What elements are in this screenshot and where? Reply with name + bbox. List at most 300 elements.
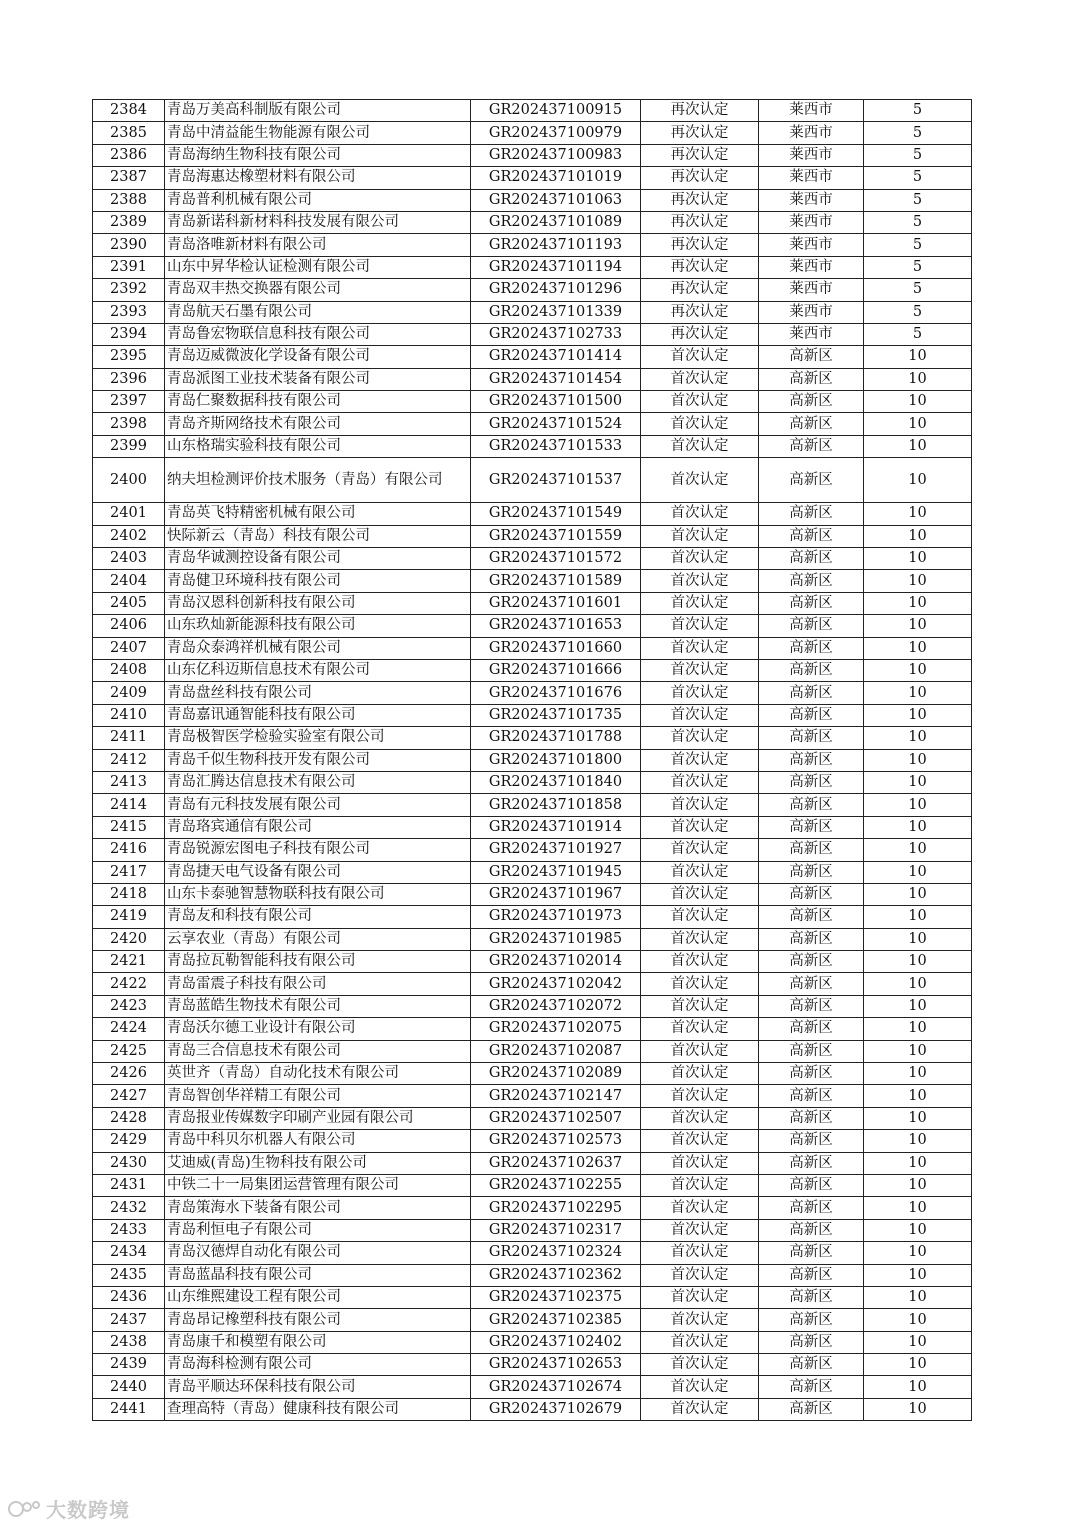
company-name-cell: 青岛新诺科新材料科技发展有限公司 [165, 211, 471, 233]
table-row [93, 368, 972, 390]
company-name-cell: 山东中昇华检认证检测有限公司 [165, 256, 471, 278]
company-name-cell: 云享农业（青岛）有限公司 [165, 928, 471, 950]
certification-type-cell: 首次认定 [641, 1398, 759, 1420]
certification-type-cell: 首次认定 [641, 1040, 759, 1062]
district-cell: 高新区 [759, 592, 864, 614]
district-cell: 高新区 [759, 928, 864, 950]
table-row [93, 525, 972, 547]
district-cell: 莱西市 [759, 301, 864, 323]
company-name-cell: 青岛万美高科制版有限公司 [165, 100, 471, 122]
company-name-cell: 青岛策海水下装备有限公司 [165, 1197, 471, 1219]
district-cell: 莱西市 [759, 279, 864, 301]
score-cell: 5 [864, 323, 972, 345]
table-row [93, 839, 972, 861]
certificate-number-cell: GR202437102324 [471, 1242, 641, 1264]
district-cell: 莱西市 [759, 122, 864, 144]
district-cell: 莱西市 [759, 323, 864, 345]
company-name-cell: 青岛嘉讯通智能科技有限公司 [165, 704, 471, 726]
row-number-cell: 2436 [93, 1286, 165, 1308]
company-name-cell: 青岛锐源宏图电子科技有限公司 [165, 839, 471, 861]
certificate-number-cell: GR202437101973 [471, 906, 641, 928]
district-cell: 高新区 [759, 637, 864, 659]
table-row [93, 749, 972, 771]
certificate-number-cell: GR202437102042 [471, 973, 641, 995]
certification-type-cell: 首次认定 [641, 771, 759, 793]
district-cell: 高新区 [759, 727, 864, 749]
row-number-cell: 2401 [93, 503, 165, 525]
certification-type-cell: 首次认定 [641, 749, 759, 771]
certificate-number-cell: GR202437101533 [471, 435, 641, 457]
district-cell: 高新区 [759, 1040, 864, 1062]
score-cell: 10 [864, 1309, 972, 1331]
district-cell: 高新区 [759, 861, 864, 883]
score-cell: 5 [864, 234, 972, 256]
score-cell: 10 [864, 816, 972, 838]
district-cell: 高新区 [759, 839, 864, 861]
certification-type-cell: 首次认定 [641, 1219, 759, 1241]
certificate-number-cell: GR202437101589 [471, 570, 641, 592]
company-name-cell: 青岛仁聚数据科技有限公司 [165, 391, 471, 413]
certification-type-cell: 首次认定 [641, 1354, 759, 1376]
company-name-cell: 青岛珞宾通信有限公司 [165, 816, 471, 838]
district-cell: 高新区 [759, 1242, 864, 1264]
table-row [93, 1242, 972, 1264]
company-name-cell: 青岛众泰鸿祥机械有限公司 [165, 637, 471, 659]
table-row [93, 323, 972, 345]
certification-type-cell: 首次认定 [641, 1085, 759, 1107]
company-name-cell: 青岛双丰热交换器有限公司 [165, 279, 471, 301]
table-row [93, 1063, 972, 1085]
company-table [92, 99, 972, 1421]
row-number-cell: 2427 [93, 1085, 165, 1107]
table-row [93, 1398, 972, 1420]
table-row [93, 615, 972, 637]
district-cell: 莱西市 [759, 256, 864, 278]
district-cell: 高新区 [759, 1264, 864, 1286]
district-cell: 高新区 [759, 570, 864, 592]
row-number-cell: 2437 [93, 1309, 165, 1331]
certification-type-cell: 首次认定 [641, 592, 759, 614]
score-cell: 10 [864, 906, 972, 928]
row-number-cell: 2413 [93, 771, 165, 793]
certificate-number-cell: GR202437102255 [471, 1174, 641, 1196]
row-number-cell: 2399 [93, 435, 165, 457]
score-cell: 10 [864, 1152, 972, 1174]
table-row [93, 234, 972, 256]
certificate-number-cell: GR202437102295 [471, 1197, 641, 1219]
company-name-cell: 山东格瑞实验科技有限公司 [165, 435, 471, 457]
row-number-cell: 2410 [93, 704, 165, 726]
certificate-number-cell: GR202437101549 [471, 503, 641, 525]
certificate-number-cell: GR202437102014 [471, 951, 641, 973]
score-cell: 10 [864, 995, 972, 1017]
certification-type-cell: 首次认定 [641, 794, 759, 816]
certification-type-cell: 首次认定 [641, 1018, 759, 1040]
certificate-number-cell: GR202437101985 [471, 928, 641, 950]
row-number-cell: 2428 [93, 1107, 165, 1129]
district-cell: 高新区 [759, 951, 864, 973]
row-number-cell: 2440 [93, 1376, 165, 1398]
row-number-cell: 2430 [93, 1152, 165, 1174]
table-row [93, 435, 972, 457]
table-row [93, 727, 972, 749]
certificate-number-cell: GR202437102087 [471, 1040, 641, 1062]
certificate-number-cell: GR202437101927 [471, 839, 641, 861]
certification-type-cell: 首次认定 [641, 906, 759, 928]
certificate-number-cell: GR202437102679 [471, 1398, 641, 1420]
certification-type-cell: 首次认定 [641, 1309, 759, 1331]
row-number-cell: 2393 [93, 301, 165, 323]
row-number-cell: 2405 [93, 592, 165, 614]
score-cell: 10 [864, 1354, 972, 1376]
certification-type-cell: 首次认定 [641, 816, 759, 838]
certificate-number-cell: GR202437100983 [471, 144, 641, 166]
certificate-number-cell: GR202437101840 [471, 771, 641, 793]
company-name-cell: 青岛报业传媒数字印刷产业园有限公司 [165, 1107, 471, 1129]
row-number-cell: 2384 [93, 100, 165, 122]
table-row [93, 1264, 972, 1286]
certificate-number-cell: GR202437102075 [471, 1018, 641, 1040]
company-name-cell: 山东维熙建设工程有限公司 [165, 1286, 471, 1308]
score-cell: 10 [864, 1040, 972, 1062]
table-row [93, 1040, 972, 1062]
certificate-number-cell: GR202437102733 [471, 323, 641, 345]
certification-type-cell: 首次认定 [641, 861, 759, 883]
row-number-cell: 2392 [93, 279, 165, 301]
certificate-number-cell: GR202437102317 [471, 1219, 641, 1241]
certification-type-cell: 首次认定 [641, 637, 759, 659]
company-name-cell: 青岛海纳生物科技有限公司 [165, 144, 471, 166]
district-cell: 高新区 [759, 973, 864, 995]
table-row [93, 771, 972, 793]
district-cell: 高新区 [759, 1174, 864, 1196]
company-name-cell: 青岛极智医学检验实验室有限公司 [165, 727, 471, 749]
row-number-cell: 2419 [93, 906, 165, 928]
score-cell: 10 [864, 592, 972, 614]
district-cell: 高新区 [759, 771, 864, 793]
certificate-number-cell: GR202437101019 [471, 167, 641, 189]
company-name-cell: 青岛海惠达橡塑材料有限公司 [165, 167, 471, 189]
score-cell: 10 [864, 1331, 972, 1353]
table-body [93, 100, 972, 1421]
certificate-number-cell: GR202437102375 [471, 1286, 641, 1308]
district-cell: 莱西市 [759, 234, 864, 256]
table-row [93, 816, 972, 838]
certificate-number-cell: GR202437101601 [471, 592, 641, 614]
certificate-number-cell: GR202437102072 [471, 995, 641, 1017]
row-number-cell: 2396 [93, 368, 165, 390]
row-number-cell: 2391 [93, 256, 165, 278]
table-row [93, 211, 972, 233]
certification-type-cell: 首次认定 [641, 727, 759, 749]
table-row [93, 682, 972, 704]
row-number-cell: 2417 [93, 861, 165, 883]
table-row [93, 1354, 972, 1376]
table-row [93, 1085, 972, 1107]
row-number-cell: 2412 [93, 749, 165, 771]
table-row [93, 1018, 972, 1040]
certification-type-cell: 首次认定 [641, 1264, 759, 1286]
score-cell: 10 [864, 503, 972, 525]
district-cell: 高新区 [759, 1309, 864, 1331]
row-number-cell: 2406 [93, 615, 165, 637]
company-name-cell: 中铁二十一局集团运营管理有限公司 [165, 1174, 471, 1196]
certification-type-cell: 首次认定 [641, 1063, 759, 1085]
score-cell: 10 [864, 570, 972, 592]
table-row [93, 973, 972, 995]
certification-type-cell: 首次认定 [641, 503, 759, 525]
district-cell: 高新区 [759, 525, 864, 547]
row-number-cell: 2389 [93, 211, 165, 233]
row-number-cell: 2432 [93, 1197, 165, 1219]
certification-type-cell: 首次认定 [641, 346, 759, 368]
company-name-cell: 青岛平顺达环保科技有限公司 [165, 1376, 471, 1398]
company-name-cell: 青岛汉恩科创新科技有限公司 [165, 592, 471, 614]
certificate-number-cell: GR202437102385 [471, 1309, 641, 1331]
table-row [93, 1130, 972, 1152]
row-number-cell: 2397 [93, 391, 165, 413]
row-number-cell: 2385 [93, 122, 165, 144]
score-cell: 5 [864, 144, 972, 166]
certification-type-cell: 再次认定 [641, 279, 759, 301]
row-number-cell: 2422 [93, 973, 165, 995]
district-cell: 莱西市 [759, 167, 864, 189]
certificate-number-cell: GR202437102147 [471, 1085, 641, 1107]
certification-type-cell: 再次认定 [641, 189, 759, 211]
certification-type-cell: 再次认定 [641, 211, 759, 233]
certification-type-cell: 再次认定 [641, 323, 759, 345]
certification-type-cell: 首次认定 [641, 391, 759, 413]
row-number-cell: 2421 [93, 951, 165, 973]
score-cell: 5 [864, 167, 972, 189]
certification-type-cell: 再次认定 [641, 144, 759, 166]
company-name-cell: 山东卡泰驰智慧物联科技有限公司 [165, 883, 471, 905]
certification-type-cell: 首次认定 [641, 1130, 759, 1152]
certificate-number-cell: GR202437101559 [471, 525, 641, 547]
row-number-cell: 2423 [93, 995, 165, 1017]
certificate-number-cell: GR202437102402 [471, 1331, 641, 1353]
company-name-cell: 青岛有元科技发展有限公司 [165, 794, 471, 816]
watermark-text: 大数跨境 [46, 1498, 130, 1522]
table-row [93, 1197, 972, 1219]
table-row [93, 301, 972, 323]
company-name-cell: 青岛蓝晶科技有限公司 [165, 1264, 471, 1286]
table-row [93, 256, 972, 278]
table-row [93, 1107, 972, 1129]
certification-type-cell: 首次认定 [641, 435, 759, 457]
table-row [93, 1219, 972, 1241]
certification-type-cell: 首次认定 [641, 615, 759, 637]
row-number-cell: 2415 [93, 816, 165, 838]
district-cell: 高新区 [759, 1376, 864, 1398]
score-cell: 10 [864, 1286, 972, 1308]
score-cell: 10 [864, 1264, 972, 1286]
certificate-number-cell: GR202437102573 [471, 1130, 641, 1152]
district-cell: 莱西市 [759, 211, 864, 233]
certification-type-cell: 首次认定 [641, 548, 759, 570]
table-row [93, 704, 972, 726]
district-cell: 高新区 [759, 615, 864, 637]
score-cell: 10 [864, 682, 972, 704]
district-cell: 高新区 [759, 883, 864, 905]
district-cell: 莱西市 [759, 189, 864, 211]
table-row [93, 189, 972, 211]
certificate-number-cell: GR202437102674 [471, 1376, 641, 1398]
certificate-number-cell: GR202437101500 [471, 391, 641, 413]
score-cell: 10 [864, 1174, 972, 1196]
table-row [93, 1152, 972, 1174]
row-number-cell: 2414 [93, 794, 165, 816]
certification-type-cell: 首次认定 [641, 883, 759, 905]
company-name-cell: 青岛普利机械有限公司 [165, 189, 471, 211]
table-row [93, 503, 972, 525]
row-number-cell: 2387 [93, 167, 165, 189]
company-name-cell: 青岛齐斯网络技术有限公司 [165, 413, 471, 435]
table-row [93, 861, 972, 883]
certificate-number-cell: GR202437102653 [471, 1354, 641, 1376]
district-cell: 高新区 [759, 1152, 864, 1174]
table-row [93, 413, 972, 435]
company-name-cell: 青岛蓝皓生物技术有限公司 [165, 995, 471, 1017]
company-name-cell: 青岛迈威微波化学设备有限公司 [165, 346, 471, 368]
district-cell: 高新区 [759, 1130, 864, 1152]
score-cell: 10 [864, 973, 972, 995]
company-name-cell: 青岛捷天电气设备有限公司 [165, 861, 471, 883]
score-cell: 10 [864, 883, 972, 905]
certification-type-cell: 首次认定 [641, 951, 759, 973]
row-number-cell: 2408 [93, 659, 165, 681]
certification-type-cell: 首次认定 [641, 1331, 759, 1353]
certificate-number-cell: GR202437101945 [471, 861, 641, 883]
certificate-number-cell: GR202437100979 [471, 122, 641, 144]
table-row [93, 883, 972, 905]
certification-type-cell: 首次认定 [641, 1242, 759, 1264]
company-name-cell: 青岛拉瓦勒智能科技有限公司 [165, 951, 471, 973]
certificate-number-cell: GR202437101194 [471, 256, 641, 278]
score-cell: 10 [864, 771, 972, 793]
company-name-cell: 青岛康千和模塑有限公司 [165, 1331, 471, 1353]
certificate-number-cell: GR202437101788 [471, 727, 641, 749]
row-number-cell: 2439 [93, 1354, 165, 1376]
certification-type-cell: 首次认定 [641, 1152, 759, 1174]
company-name-cell: 青岛智创华祥精工有限公司 [165, 1085, 471, 1107]
certification-type-cell: 首次认定 [641, 1376, 759, 1398]
score-cell: 10 [864, 727, 972, 749]
certificate-number-cell: GR202437100915 [471, 100, 641, 122]
district-cell: 高新区 [759, 682, 864, 704]
score-cell: 10 [864, 749, 972, 771]
table-row [93, 995, 972, 1017]
table-row [93, 1309, 972, 1331]
score-cell: 10 [864, 928, 972, 950]
row-number-cell: 2434 [93, 1242, 165, 1264]
certification-type-cell: 首次认定 [641, 413, 759, 435]
certification-type-cell: 首次认定 [641, 928, 759, 950]
certification-type-cell: 首次认定 [641, 704, 759, 726]
score-cell: 10 [864, 1197, 972, 1219]
certification-type-cell: 再次认定 [641, 100, 759, 122]
certification-type-cell: 再次认定 [641, 167, 759, 189]
table-row [93, 167, 972, 189]
certificate-number-cell: GR202437101735 [471, 704, 641, 726]
company-name-cell: 青岛雷震子科技有限公司 [165, 973, 471, 995]
company-name-cell: 山东亿科迈斯信息技术有限公司 [165, 659, 471, 681]
row-number-cell: 2390 [93, 234, 165, 256]
company-name-cell: 青岛盘丝科技有限公司 [165, 682, 471, 704]
company-name-cell: 青岛汇腾达信息技术有限公司 [165, 771, 471, 793]
certificate-number-cell: GR202437101572 [471, 548, 641, 570]
score-cell: 10 [864, 951, 972, 973]
table-row [93, 100, 972, 122]
table-row [93, 570, 972, 592]
row-number-cell: 2403 [93, 548, 165, 570]
certificate-number-cell: GR202437101858 [471, 794, 641, 816]
certificate-number-cell: GR202437101296 [471, 279, 641, 301]
score-cell: 5 [864, 279, 972, 301]
logo-icon [8, 1498, 42, 1520]
table-row [93, 122, 972, 144]
certification-type-cell: 首次认定 [641, 525, 759, 547]
district-cell: 高新区 [759, 1219, 864, 1241]
company-name-cell: 山东玖灿新能源科技有限公司 [165, 615, 471, 637]
company-name-cell: 英世齐（青岛）自动化技术有限公司 [165, 1063, 471, 1085]
row-number-cell: 2429 [93, 1130, 165, 1152]
company-name-cell: 青岛中清益能生物能源有限公司 [165, 122, 471, 144]
company-name-cell: 青岛千似生物科技开发有限公司 [165, 749, 471, 771]
company-name-cell: 快际新云（青岛）科技有限公司 [165, 525, 471, 547]
certification-type-cell: 首次认定 [641, 839, 759, 861]
district-cell: 高新区 [759, 906, 864, 928]
certification-type-cell: 首次认定 [641, 1107, 759, 1129]
row-number-cell: 2441 [93, 1398, 165, 1420]
company-name-cell: 青岛沃尔德工业设计有限公司 [165, 1018, 471, 1040]
row-number-cell: 2409 [93, 682, 165, 704]
certificate-number-cell: GR202437101914 [471, 816, 641, 838]
row-number-cell: 2435 [93, 1264, 165, 1286]
table-row [93, 279, 972, 301]
certificate-number-cell: GR202437101063 [471, 189, 641, 211]
company-name-cell: 纳夫坦检测评价技术服务（青岛）有限公司 [165, 458, 471, 503]
certificate-number-cell: GR202437101676 [471, 682, 641, 704]
certification-type-cell: 再次认定 [641, 122, 759, 144]
score-cell: 10 [864, 839, 972, 861]
certification-type-cell: 再次认定 [641, 256, 759, 278]
district-cell: 莱西市 [759, 100, 864, 122]
certificate-number-cell: GR202437101454 [471, 368, 641, 390]
company-name-cell: 青岛三合信息技术有限公司 [165, 1040, 471, 1062]
certificate-number-cell: GR202437101193 [471, 234, 641, 256]
table-row [93, 548, 972, 570]
district-cell: 高新区 [759, 794, 864, 816]
company-name-cell: 青岛汉德焊自动化有限公司 [165, 1242, 471, 1264]
row-number-cell: 2394 [93, 323, 165, 345]
row-number-cell: 2400 [93, 458, 165, 503]
score-cell: 10 [864, 637, 972, 659]
district-cell: 高新区 [759, 816, 864, 838]
company-name-cell: 青岛友和科技有限公司 [165, 906, 471, 928]
certificate-number-cell: GR202437101414 [471, 346, 641, 368]
district-cell: 高新区 [759, 503, 864, 525]
table-row [93, 928, 972, 950]
company-name-cell: 青岛洛唯新材料有限公司 [165, 234, 471, 256]
district-cell: 高新区 [759, 368, 864, 390]
certificate-number-cell: GR202437102362 [471, 1264, 641, 1286]
company-name-cell: 青岛海科检测有限公司 [165, 1354, 471, 1376]
certificate-number-cell: GR202437101537 [471, 458, 641, 503]
table-row [93, 951, 972, 973]
score-cell: 10 [864, 548, 972, 570]
score-cell: 10 [864, 413, 972, 435]
